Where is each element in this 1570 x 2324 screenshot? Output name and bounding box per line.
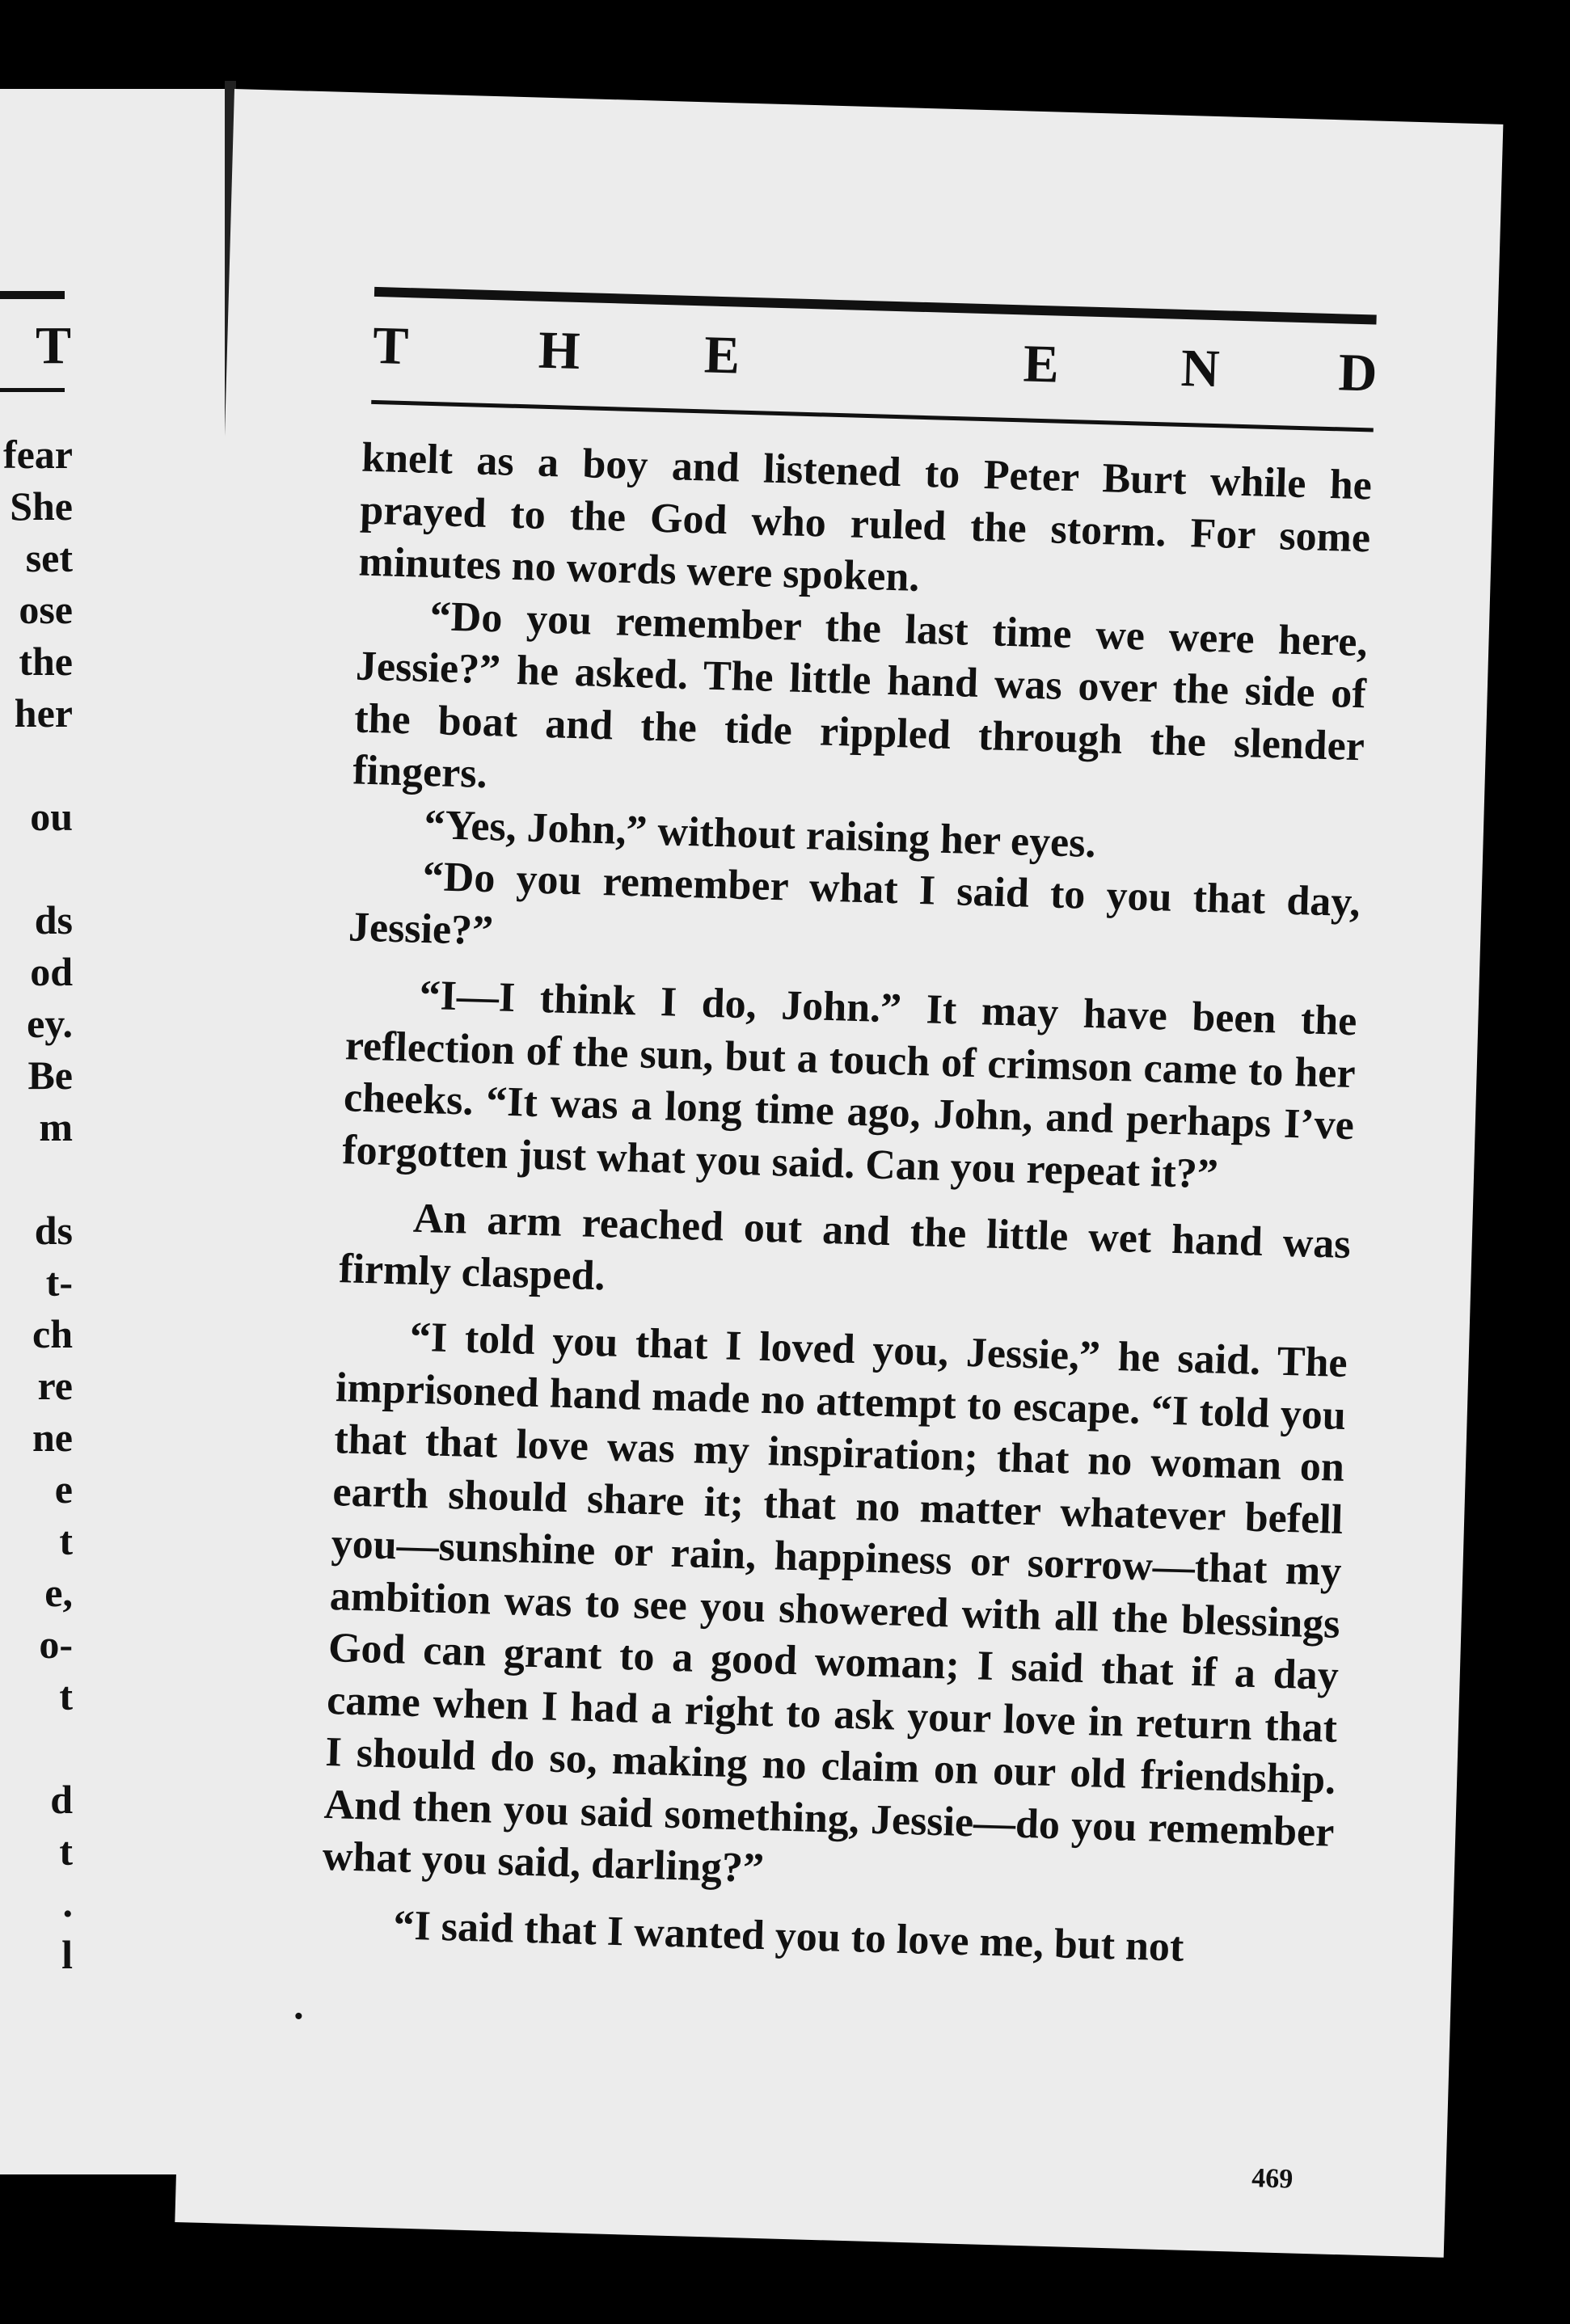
running-head-letter: E <box>703 325 741 386</box>
left-line-fragment: the <box>19 639 73 684</box>
paragraph: “I—I think I do, John.” It may have been the reflection of the sun, but a touch of crimson came to her cheeks. “It was a long time ago, John, and perhaps I’ve forgotten just what you said. Can you repeat it?” <box>341 972 1358 1197</box>
page-number: 469 <box>1251 2163 1294 2195</box>
running-head-letter: N <box>1180 338 1221 399</box>
paragraph: “I said that I wanted you to love me, but not <box>392 1901 1185 1971</box>
left-line-fragment: She <box>10 483 73 529</box>
paragraph: “Do you remember the last time we were here, Jessie?” he asked. The little hand was over the side of the boat and the tide rippled through the slender fingers. <box>352 593 1369 798</box>
left-line-fragment: e, <box>44 1570 73 1615</box>
left-line-fragment: ou <box>30 794 73 839</box>
left-line-fragment: . <box>62 1880 73 1925</box>
running-head-letter: H <box>538 320 581 382</box>
left-line-fragment <box>0 1153 73 1204</box>
paragraph: “I told you that I loved you, Jessie,” he said. The imprisoned hand made no attempt to escape. “I told you that that love was my inspiration; that no woman on earth should share it; that no matter whatever befell you—sunshine or rain, happiness or sorrow—that my ambition was to see you showered with all the blessings God can grant to a good woman; I said that if a day came when I had a right to ask your love in return that I should do so, making no claim on our old friendship. And then you said something, Jessie—do you remember what you said, darling?” <box>322 1314 1348 1892</box>
left-line-fragment: ose <box>19 587 73 632</box>
left-line-fragment: Be <box>27 1052 73 1098</box>
left-line-fragment: ne <box>32 1415 73 1460</box>
left-line-fragment: ds <box>34 897 73 943</box>
left-line-fragment: m <box>39 1104 73 1149</box>
left-header-rule-bottom <box>0 388 65 392</box>
left-line-fragment: od <box>30 949 73 994</box>
body-text <box>320 432 1373 1978</box>
paragraph: An arm reached out and the little wet hand was firmly clasped. <box>338 1195 1352 1299</box>
left-line-fragment: t <box>59 1828 73 1874</box>
left-line-fragment <box>0 842 73 894</box>
left-header-rule-top <box>0 291 65 299</box>
paragraph: knelt as a boy and listened to Peter Burt while he prayed to the God who ruled the storm. For some minutes no words were spoken. <box>357 434 1373 601</box>
right-page <box>175 89 1503 2258</box>
left-line-fragment <box>0 1722 73 1774</box>
margin-mark: • <box>293 2001 304 2032</box>
left-line-fragment: t <box>59 1518 73 1563</box>
running-head-letter: T <box>372 315 410 377</box>
paragraph: “Yes, John,” without raising her eyes. <box>423 801 1097 867</box>
left-line-fragment: ch <box>32 1311 73 1356</box>
left-line-fragment: l <box>61 1932 73 1977</box>
paragraph: “Do you remember what I said to you that day, Jessie?” <box>348 853 1361 954</box>
running-head <box>372 315 1376 416</box>
left-line-fragment: d <box>50 1777 73 1822</box>
left-line-fragment: her <box>14 690 73 736</box>
left-line-fragment: ds <box>34 1208 73 1253</box>
running-head-letter: E <box>1022 334 1060 394</box>
left-line-fragment: re <box>37 1363 73 1408</box>
left-line-fragment: ey. <box>27 1001 73 1046</box>
left-line-fragment: o- <box>39 1622 73 1667</box>
left-line-fragment: t- <box>45 1259 73 1305</box>
running-head-letter: D <box>1337 343 1378 403</box>
left-line-fragment <box>0 739 73 791</box>
left-line-fragment: e <box>54 1466 73 1512</box>
left-page-text-fragments <box>0 428 73 1980</box>
left-line-fragment: t <box>59 1673 73 1719</box>
left-line-fragment: fear <box>2 432 73 477</box>
left-running-head: T <box>36 316 72 375</box>
left-line-fragment: set <box>25 535 73 580</box>
